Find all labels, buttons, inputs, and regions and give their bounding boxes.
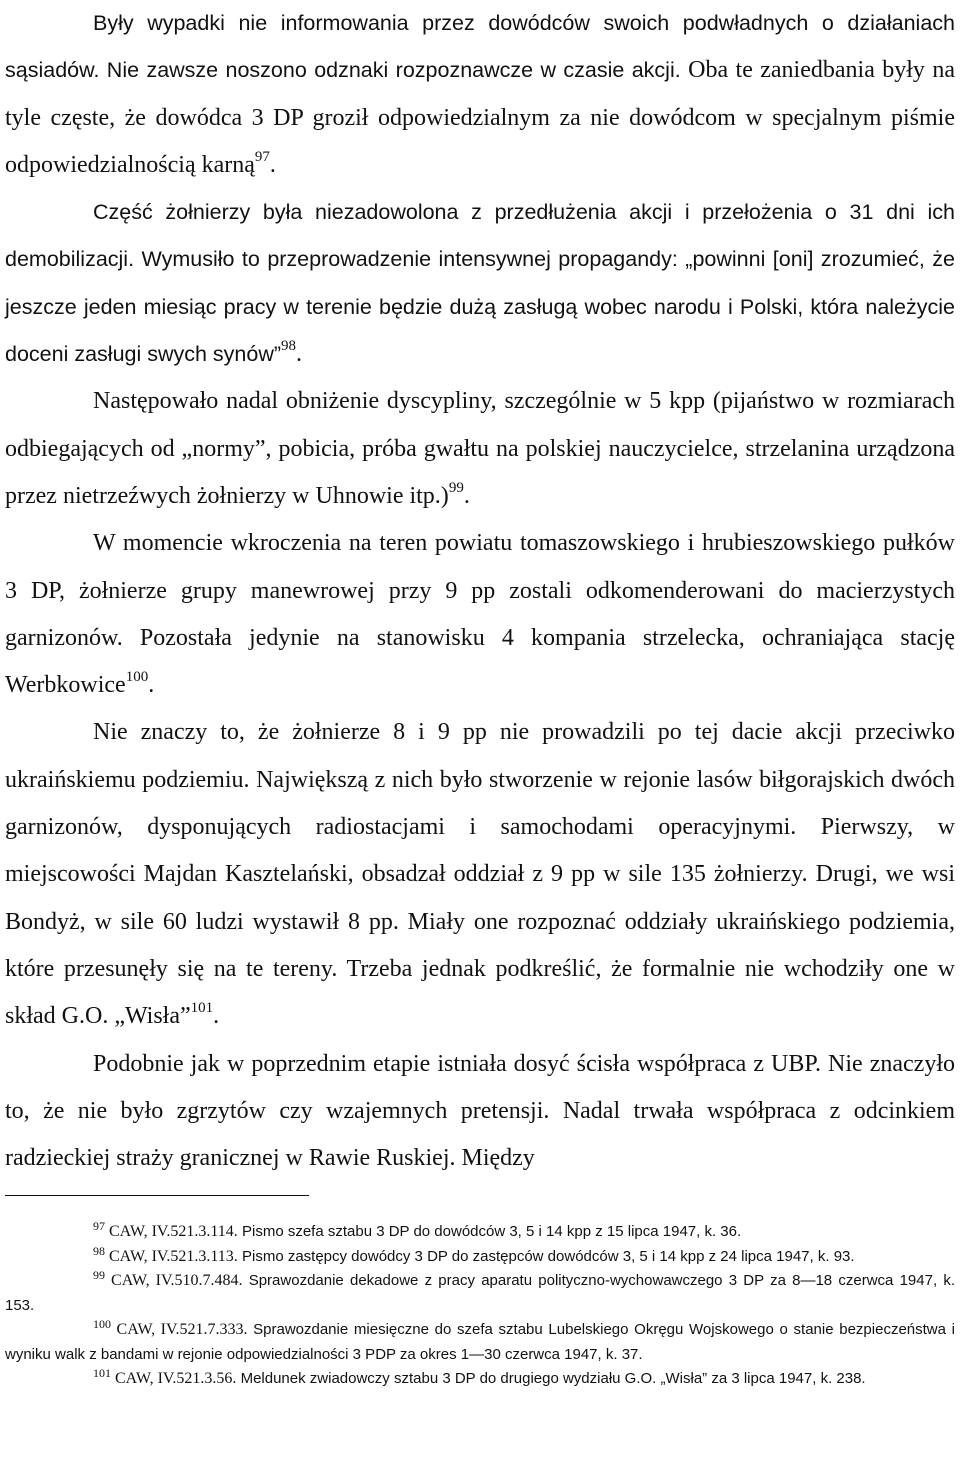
footnote-number: 97 (93, 1219, 105, 1233)
footnote-ref: 98 (281, 338, 297, 355)
footnote-description: Meldunek zwiadowczy sztabu 3 DP do drugiego wydziału G.O. „Wisła” za 3 lipca 1947, k. 238. (236, 1370, 866, 1387)
footnote-number: 99 (93, 1268, 105, 1282)
text-segment: Oba te zaniedbania były na tyle częste, że dowódca 3 DP groził odpowiedzialnym za nie dowódcom w specjalnym piśmie odpowiedzialnością karną (5, 57, 955, 178)
paragraph-3 (5, 378, 955, 520)
footnote-number: 100 (93, 1317, 111, 1331)
text-segment: W momencie wkroczenia na teren powiatu tomaszowskiego i hrubieszowskiego pułków 3 DP, żołnierze grupy manewrowej przy 9 pp zostali odkomenderowani do macierzystych garnizonów. Pozostała jedynie na stanowisku 4 kompania strzelecka, ochraniająca stację Werbkowice (5, 530, 955, 699)
footnote-number: 98 (93, 1243, 105, 1258)
footnote-source: CAW, IV.521.3.114. (105, 1223, 238, 1240)
text-segment: Część żołnierzy była niezadowolona z przedłużenia akcji i przełożenia o 31 dni ich demobilizacji. Wymusiło to przeprowadzenie intensywnej propagandy: „powinni [oni] zrozumieć, że jeszcze jeden miesiąc pracy w terenie będzie dużą zasługą wobec narodu i Polski, która należycie doceni zasługi swych synów” (5, 200, 955, 367)
footnotes (5, 1220, 955, 1392)
footnote-ref: 97 (254, 148, 270, 165)
paragraph-5 (5, 709, 955, 1040)
footnote-101 (5, 1367, 955, 1392)
text-segment: . (296, 341, 303, 368)
footnote-ref: 99 (448, 479, 464, 496)
paragraph-4 (5, 520, 955, 709)
text-segment: Następowało nadal obniżenie dyscypliny, szczególnie w 5 kpp (pijaństwo w rozmiarach odbiegających od „normy”, pobicia, próba gwałtu na polskiej nauczycielce, strzelanina urządzona przez nietrzeźwych żołnierzy w Uhnowie itp.) (5, 388, 955, 509)
text-segment: Nie znaczy to, że żołnierze 8 i 9 pp nie prowadzili po tej dacie akcji przeciwko ukraińskiemu podziemiu. Największą z nich było stworzenie w rejonie lasów biłgorajskich dwóch garnizonów, dysponujących radiostacjami i samochodami operacyjnymi. Pierwszy, w miejscowości Majdan Kasztelański, obsadzał oddział z 9 pp w sile 135 żołnierzy. Drugi, we wsi Bondyż, w sile 60 ludzi wystawił 8 pp. Miały one rozpoznać oddziały ukraińskiego podziemia, które przesunęły się na te tereny. Trzeba jednak podkreślić, że formalnie nie wchodziły one w skład G.O. „Wisła” (5, 719, 955, 1030)
footnote-ref: 100 (125, 669, 149, 686)
paragraph-1 (5, 0, 955, 189)
footnote-source: CAW, IV.510.7.484. (105, 1272, 243, 1289)
footnote-98 (5, 1245, 955, 1270)
text-segment: Były wypadki nie informowania przez dowódców swoich podwładnych o działaniach sąsiadów. Nie zawsze noszono odznaki rozpoznawcze w czasie akcji. (5, 11, 955, 83)
paragraph-6 (5, 1041, 955, 1183)
text-segment: Podobnie jak w poprzednim etapie istniała dosyć ścisła współpraca z UBP. Nie znaczyło to, że nie było zgrzytów czy wzajemnych pretensji. Nadal trwała współpraca z odcinkiem radzieckiej straży granicznej w Rawie Ruskiej. Między (5, 1050, 955, 1172)
footnote-97 (5, 1220, 955, 1245)
text-segment: . (463, 482, 470, 509)
footnote-description: Sprawozdanie miesięczne do szefa sztabu Lubelskiego Okręgu Wojskowego o stanie bezpieczeństwa i wyniku walk z bandami w rejonie odpowiedzialności 3 PDP za okres 1—30 czerwca 1947, k. 37. (5, 1321, 955, 1363)
footnote-description: Pismo zastępcy dowódcy 3 DP do zastępców dowódców 3, 5 i 14 kpp z 24 lipca 1947, k. 93. (237, 1247, 855, 1265)
text-segment: . (213, 1003, 220, 1030)
footnote-ref: 101 (190, 1000, 214, 1017)
footnote-source: CAW, IV.521.7.333. (111, 1321, 248, 1338)
footnote-100 (5, 1318, 955, 1367)
main-text (5, 0, 955, 1182)
paragraph-2 (5, 189, 955, 378)
footnote-description: Pismo szefa sztabu 3 DP do dowódców 3, 5 i 14 kpp z 15 lipca 1947, k. 36. (237, 1223, 742, 1240)
text-segment: . (269, 151, 276, 178)
footnote-separator (5, 1195, 309, 1196)
footnote-source: CAW, IV.521.3.56. (111, 1370, 237, 1387)
footnote-number: 101 (93, 1366, 111, 1380)
text-segment: . (148, 672, 155, 699)
footnote-description: Sprawozdanie dekadowe z pracy aparatu polityczno-wychowawczego 3 DP za 8—18 czerwca 1947, k. 153. (5, 1272, 956, 1314)
footnote-source: CAW, IV.521.3.113. (105, 1247, 238, 1265)
footnote-99 (5, 1269, 955, 1318)
